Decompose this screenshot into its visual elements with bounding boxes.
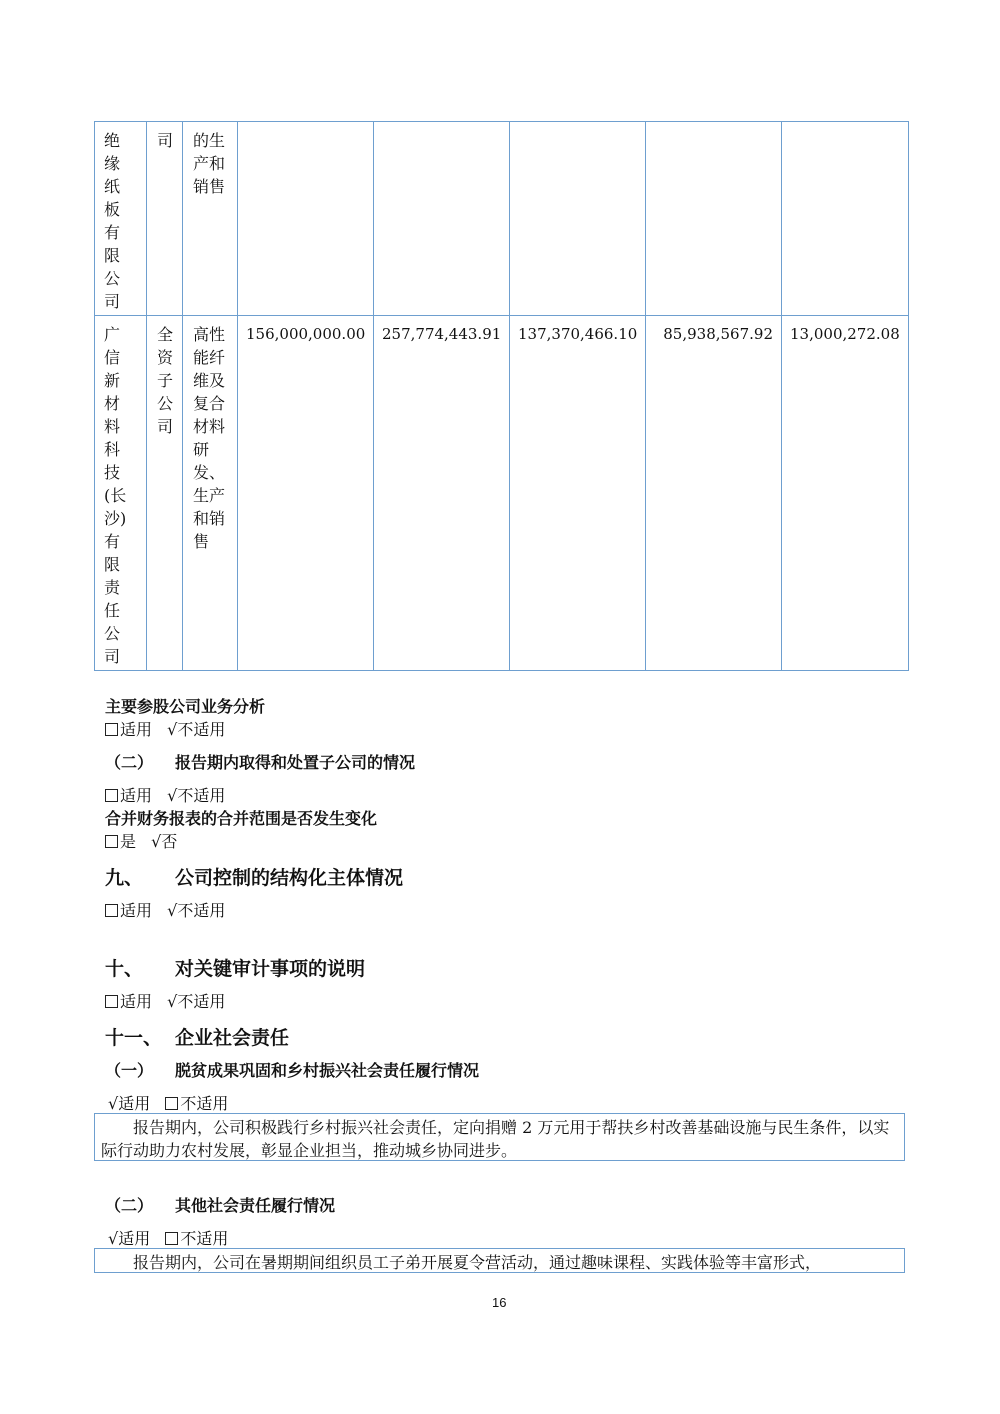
check-mark-icon: √ bbox=[108, 1229, 119, 1248]
option-row bbox=[108, 1091, 228, 1114]
main-business: 高性 能纤 维及 复合 材料 研 发、 生产 和销 售 bbox=[193, 325, 226, 551]
check-mark-icon: √ bbox=[167, 992, 178, 1011]
section-number: 九、 bbox=[105, 867, 144, 889]
net-assets-cell bbox=[510, 122, 646, 316]
option-label: 不适用 bbox=[177, 992, 226, 1011]
company-type: 全 资 子 公 司 bbox=[157, 325, 174, 436]
total-assets: 257,774,443.91 bbox=[382, 325, 502, 343]
section-title: 企业社会责任 bbox=[175, 1027, 290, 1049]
company-type-cell bbox=[147, 122, 183, 316]
section-title: 其他社会责任履行情况 bbox=[175, 1196, 336, 1215]
option-row bbox=[105, 898, 225, 921]
option-row bbox=[105, 717, 225, 740]
checkbox-icon[interactable] bbox=[105, 995, 118, 1008]
checkbox-icon[interactable] bbox=[105, 904, 118, 917]
checkbox-icon[interactable] bbox=[105, 835, 118, 848]
option-label: 适用 bbox=[118, 1229, 151, 1248]
rural-revitalization-text: 报告期内，公司积极践行乡村振兴社会责任，定向捐赠 2 万元用于帮扶乡村改善基础设施与民生条件，以实际行动助力农村发展，彰显企业担当，推动城乡协同进步。 bbox=[94, 1113, 905, 1161]
business-cell bbox=[183, 122, 238, 316]
option-label: 不适用 bbox=[180, 1094, 229, 1113]
option-row bbox=[105, 829, 177, 852]
main-affiliates-title: 主要参股公司业务分析 bbox=[105, 697, 266, 716]
checkbox-icon[interactable] bbox=[105, 723, 118, 736]
net-assets: 137,370,466.10 bbox=[518, 325, 638, 343]
table-row bbox=[95, 122, 909, 316]
checkbox-icon[interactable] bbox=[165, 1232, 178, 1245]
check-mark-icon: √ bbox=[167, 720, 178, 739]
company-type-cell bbox=[147, 316, 183, 671]
checkbox-icon[interactable] bbox=[165, 1097, 178, 1110]
net-profit-cell bbox=[782, 316, 909, 671]
net-assets-cell bbox=[510, 316, 646, 671]
company-name-cell bbox=[95, 122, 147, 316]
option-label: 不适用 bbox=[177, 901, 226, 920]
section-number: （二） bbox=[105, 753, 154, 772]
option-label: 是 bbox=[120, 832, 137, 851]
company-name: 广 信 新 材 料 科 技 (长 沙) 有 限 责 任 公 司 bbox=[104, 325, 127, 666]
revenue: 85,938,567.92 bbox=[663, 325, 773, 343]
net-profit: 13,000,272.08 bbox=[790, 325, 900, 343]
section-number: 十、 bbox=[105, 958, 144, 980]
checkbox-icon[interactable] bbox=[105, 789, 118, 802]
total-assets-cell bbox=[374, 316, 510, 671]
section-title: 脱贫成果巩固和乡村振兴社会责任履行情况 bbox=[175, 1061, 480, 1080]
option-label: 适用 bbox=[120, 786, 153, 805]
total-assets-cell bbox=[374, 122, 510, 316]
revenue-cell bbox=[646, 122, 782, 316]
option-label: 适用 bbox=[120, 901, 153, 920]
table-row bbox=[95, 316, 909, 671]
registered-capital-cell bbox=[238, 122, 374, 316]
other-responsibility-text: 报告期内，公司在暑期期间组织员工子弟开展夏令营活动，通过趣味课程、实践体验等丰富形式， bbox=[94, 1248, 905, 1273]
net-profit-cell bbox=[782, 122, 909, 316]
registered-capital-cell bbox=[238, 316, 374, 671]
page-number: 16 bbox=[492, 1295, 507, 1310]
section-number: （二） bbox=[105, 1196, 154, 1215]
company-type: 司 bbox=[157, 131, 174, 150]
section-title: 报告期内取得和处置子公司的情况 bbox=[175, 753, 416, 772]
option-row bbox=[108, 1226, 228, 1249]
section-number: （一） bbox=[105, 1061, 154, 1080]
option-label: 否 bbox=[161, 832, 178, 851]
option-row bbox=[105, 783, 225, 806]
section-title: 公司控制的结构化主体情况 bbox=[175, 867, 404, 889]
company-name-cell bbox=[95, 316, 147, 671]
revenue-cell bbox=[646, 316, 782, 671]
option-label: 不适用 bbox=[177, 786, 226, 805]
section-title: 对关键审计事项的说明 bbox=[175, 958, 366, 980]
option-row bbox=[105, 989, 225, 1012]
option-label: 不适用 bbox=[177, 720, 226, 739]
subsidiary-table bbox=[94, 121, 909, 671]
main-business: 的生 产和 销售 bbox=[193, 131, 226, 196]
consolidation-title: 合并财务报表的合并范围是否发生变化 bbox=[105, 809, 378, 828]
check-mark-icon: √ bbox=[167, 786, 178, 805]
option-label: 适用 bbox=[120, 992, 153, 1011]
registered-capital: 156,000,000.00 bbox=[246, 325, 366, 343]
option-label: 适用 bbox=[120, 720, 153, 739]
option-label: 不适用 bbox=[180, 1229, 229, 1248]
check-mark-icon: √ bbox=[108, 1094, 119, 1113]
company-name: 绝 缘 纸 板 有 限 公 司 bbox=[104, 131, 121, 311]
business-cell bbox=[183, 316, 238, 671]
option-label: 适用 bbox=[118, 1094, 151, 1113]
check-mark-icon: √ bbox=[167, 901, 178, 920]
section-number: 十一、 bbox=[105, 1027, 163, 1049]
check-mark-icon: √ bbox=[151, 832, 162, 851]
